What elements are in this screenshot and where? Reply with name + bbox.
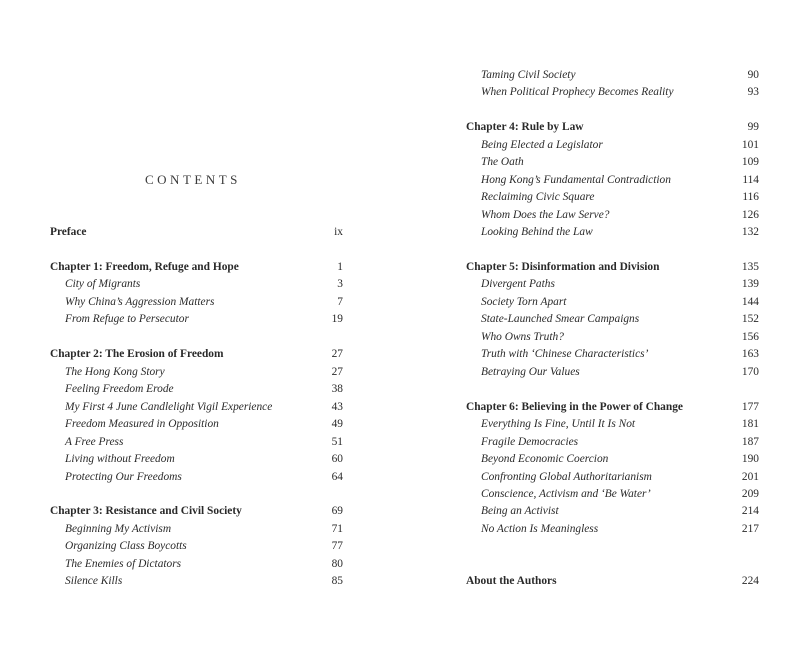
entry-title: Being Elected a Legislator bbox=[481, 139, 603, 151]
entry-page: 224 bbox=[741, 575, 759, 587]
toc-entry bbox=[466, 172, 759, 188]
toc-entry bbox=[50, 311, 343, 327]
entry-page: 49 bbox=[331, 418, 343, 430]
entry-page: 51 bbox=[331, 436, 343, 448]
toc-chapter-5 bbox=[466, 259, 759, 275]
entry-page: 187 bbox=[741, 436, 759, 448]
entry-title: Society Torn Apart bbox=[481, 296, 567, 308]
entry-page: 27 bbox=[331, 348, 343, 360]
toc-entry bbox=[466, 276, 759, 292]
toc-entry bbox=[466, 189, 759, 205]
entry-page: 90 bbox=[747, 69, 759, 81]
toc-entry bbox=[50, 364, 343, 380]
entry-page: 132 bbox=[741, 226, 759, 238]
entry-page: 181 bbox=[741, 418, 759, 430]
entry-title: Protecting Our Freedoms bbox=[65, 471, 182, 483]
entry-title: Preface bbox=[50, 226, 87, 238]
toc-entry bbox=[50, 451, 343, 467]
entry-title: From Refuge to Persecutor bbox=[65, 313, 189, 325]
entry-title: Chapter 3: Resistance and Civil Society bbox=[50, 505, 242, 517]
entry-page: 93 bbox=[747, 86, 759, 98]
entry-page: 64 bbox=[331, 471, 343, 483]
entry-page: 38 bbox=[331, 383, 343, 395]
entry-title: A Free Press bbox=[65, 436, 124, 448]
entry-title: Taming Civil Society bbox=[481, 69, 576, 81]
toc-entry bbox=[50, 399, 343, 415]
entry-title: Why China’s Aggression Matters bbox=[65, 296, 215, 308]
toc-chapter-6 bbox=[466, 399, 759, 415]
toc-entry bbox=[50, 573, 343, 589]
entry-title: City of Migrants bbox=[65, 278, 141, 290]
entry-page: 217 bbox=[741, 523, 759, 535]
entry-title: Organizing Class Boycotts bbox=[65, 540, 187, 552]
toc-entry bbox=[50, 416, 343, 432]
toc-entry bbox=[50, 469, 343, 485]
entry-title: Divergent Paths bbox=[481, 278, 555, 290]
entry-title: Chapter 4: Rule by Law bbox=[466, 121, 584, 133]
entry-title: Who Owns Truth? bbox=[481, 331, 564, 343]
toc-entry bbox=[466, 311, 759, 327]
entry-page: 190 bbox=[741, 453, 759, 465]
toc-entry bbox=[466, 346, 759, 362]
entry-title: Freedom Measured in Opposition bbox=[65, 418, 219, 430]
toc-entry bbox=[50, 381, 343, 397]
toc-entry bbox=[50, 276, 343, 292]
entry-title: Whom Does the Law Serve? bbox=[481, 209, 610, 221]
entry-page: 7 bbox=[337, 296, 343, 308]
entry-title: Fragile Democracies bbox=[481, 436, 579, 448]
toc-entry bbox=[466, 137, 759, 153]
entry-page: 163 bbox=[741, 348, 759, 360]
entry-title: Reclaiming Civic Square bbox=[481, 191, 595, 203]
toc-entry bbox=[466, 67, 759, 83]
toc-entry bbox=[466, 469, 759, 485]
entry-page: 99 bbox=[747, 121, 759, 133]
entry-page: 116 bbox=[742, 191, 759, 203]
entry-page: 71 bbox=[331, 523, 343, 535]
toc-entry bbox=[466, 364, 759, 380]
entry-title: Hong Kong’s Fundamental Contradiction bbox=[481, 174, 671, 186]
entry-title: Betraying Our Values bbox=[481, 366, 580, 378]
entry-page: 43 bbox=[331, 401, 343, 413]
entry-page: 85 bbox=[331, 575, 343, 587]
entry-page: 209 bbox=[741, 488, 759, 500]
entry-title: Truth with ‘Chinese Characteristics’ bbox=[481, 348, 649, 360]
entry-title: The Oath bbox=[481, 156, 524, 168]
toc-entry bbox=[50, 434, 343, 450]
entry-title: About the Authors bbox=[466, 575, 557, 587]
entry-title: Conscience, Activism and ‘Be Water’ bbox=[481, 488, 651, 500]
entry-page: 156 bbox=[741, 331, 759, 343]
toc-entry bbox=[466, 486, 759, 502]
entry-page: ix bbox=[334, 226, 343, 238]
entry-page: 80 bbox=[331, 558, 343, 570]
toc-entry-preface bbox=[50, 224, 343, 240]
entry-title: Feeling Freedom Erode bbox=[65, 383, 174, 395]
toc-entry bbox=[466, 434, 759, 450]
entry-page: 139 bbox=[741, 278, 759, 290]
toc-entry bbox=[50, 294, 343, 310]
toc-entry bbox=[466, 451, 759, 467]
entry-page: 201 bbox=[741, 471, 759, 483]
entry-title: Chapter 5: Disinformation and Division bbox=[466, 261, 660, 273]
entry-page: 69 bbox=[331, 505, 343, 517]
entry-page: 3 bbox=[337, 278, 343, 290]
entry-title: Beginning My Activism bbox=[65, 523, 172, 535]
toc-chapter-4 bbox=[466, 119, 759, 135]
toc-entry bbox=[50, 538, 343, 554]
entry-page: 126 bbox=[741, 209, 759, 221]
toc-entry bbox=[466, 503, 759, 519]
entry-title: The Hong Kong Story bbox=[65, 366, 165, 378]
entry-page: 1 bbox=[337, 261, 343, 273]
toc-entry bbox=[466, 294, 759, 310]
toc-entry bbox=[466, 84, 759, 100]
entry-title: State-Launched Smear Campaigns bbox=[481, 313, 640, 325]
entry-title: Looking Behind the Law bbox=[481, 226, 593, 238]
entry-page: 177 bbox=[741, 401, 759, 413]
entry-title: When Political Prophecy Becomes Reality bbox=[481, 86, 674, 98]
toc-entry bbox=[466, 521, 759, 537]
toc-entry bbox=[50, 521, 343, 537]
toc-entry bbox=[50, 556, 343, 572]
entry-title: Living without Freedom bbox=[65, 453, 175, 465]
entry-page: 19 bbox=[331, 313, 343, 325]
toc-chapter-3 bbox=[50, 503, 343, 519]
toc-entry bbox=[466, 329, 759, 345]
entry-title: Chapter 1: Freedom, Refuge and Hope bbox=[50, 261, 239, 273]
entry-page: 114 bbox=[742, 174, 759, 186]
contents-heading: CONTENTS bbox=[145, 172, 241, 187]
entry-title: Being an Activist bbox=[481, 505, 559, 517]
toc-entry bbox=[466, 207, 759, 223]
entry-page: 170 bbox=[741, 366, 759, 378]
entry-title: Beyond Economic Coercion bbox=[481, 453, 609, 465]
entry-title: No Action Is Meaningless bbox=[481, 523, 599, 535]
entry-title: Confronting Global Authoritarianism bbox=[481, 471, 652, 483]
entry-page: 152 bbox=[741, 313, 759, 325]
entry-page: 60 bbox=[331, 453, 343, 465]
entry-title: Chapter 2: The Erosion of Freedom bbox=[50, 348, 224, 360]
entry-page: 135 bbox=[741, 261, 759, 273]
entry-title: The Enemies of Dictators bbox=[65, 558, 182, 570]
entry-page: 77 bbox=[331, 540, 343, 552]
entry-page: 101 bbox=[741, 139, 759, 151]
entry-title: Silence Kills bbox=[65, 575, 123, 587]
toc-chapter-1 bbox=[50, 259, 343, 275]
toc-entry bbox=[466, 224, 759, 240]
entry-page: 214 bbox=[741, 505, 759, 517]
entry-page: 109 bbox=[741, 156, 759, 168]
toc-entry bbox=[466, 416, 759, 432]
entry-page: 144 bbox=[741, 296, 759, 308]
entry-page: 27 bbox=[331, 366, 343, 378]
toc-entry-about-authors bbox=[466, 573, 759, 589]
toc-chapter-2 bbox=[50, 346, 343, 362]
entry-title: Chapter 6: Believing in the Power of Change bbox=[466, 401, 683, 413]
entry-title: My First 4 June Candlelight Vigil Experience bbox=[65, 401, 273, 413]
entry-title: Everything Is Fine, Until It Is Not bbox=[481, 418, 636, 430]
toc-entry bbox=[466, 154, 759, 170]
